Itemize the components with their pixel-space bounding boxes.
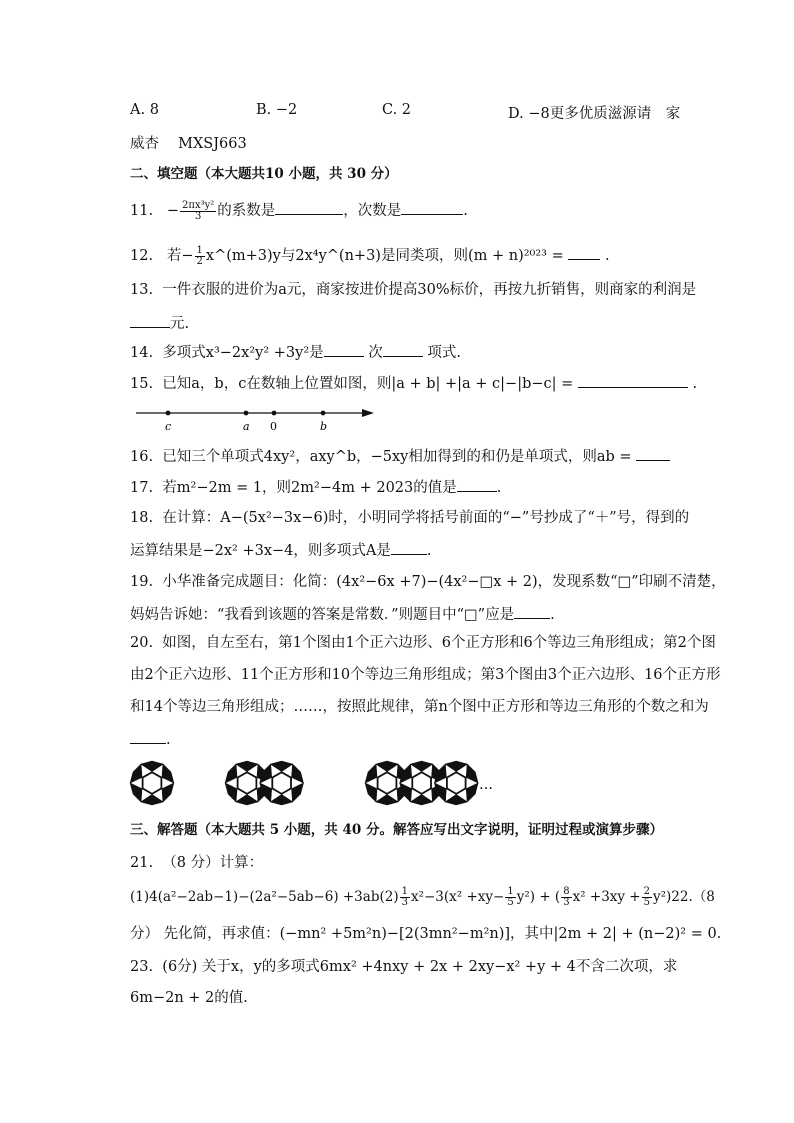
- question-text: x^(m+3)y与2x⁴y^(n+3)是同类项，则(m + n)²⁰²³ =: [205, 248, 564, 264]
- option-d: [508, 102, 680, 123]
- question-21: [130, 853, 263, 873]
- ad-text-line2: 威杏 MXSJ663: [130, 136, 247, 152]
- question-text: 元.: [170, 316, 190, 332]
- question-text: 项式.: [427, 345, 461, 361]
- answer-blank[interactable]: [457, 477, 497, 492]
- question-text: ，次数是: [343, 203, 402, 219]
- question-21-expression: [130, 887, 715, 908]
- option-c: C. 2: [382, 102, 412, 118]
- period: .: [463, 203, 468, 219]
- question-text: 已知a，b，c在数轴上位置如图，则|a + b| +|a + c|−|b−c| =: [162, 376, 574, 392]
- period: .: [166, 732, 171, 748]
- question-number: 15.: [130, 376, 154, 392]
- hexagon-unit: [259, 761, 303, 805]
- point-zero: [272, 411, 277, 416]
- fraction: [505, 887, 515, 908]
- question-20-line3: 和14个等边三角形组成；……，按照此规律，第n个图中正方形和等边三角形的个数之和为: [130, 699, 709, 715]
- denominator: 5: [643, 897, 650, 908]
- numerator: 2: [643, 886, 650, 897]
- question-19-line2: [130, 604, 555, 625]
- inner-hexagon: [273, 773, 291, 794]
- question-text: 妈妈告诉她：“我看到该题的答案是常数．”则题目中“□”应是: [130, 607, 515, 623]
- question-number: 14.: [130, 345, 154, 361]
- question-text: （8 分）计算：: [162, 855, 264, 871]
- ad-text: 更多优质滋源请 家: [549, 106, 681, 122]
- expression-5: y²)22.（8: [653, 889, 715, 905]
- answer-blank[interactable]: [636, 446, 670, 461]
- question-23-line2: 6m−2n + 2的值.: [130, 990, 248, 1006]
- inner-hexagon: [413, 773, 431, 794]
- period: .: [604, 248, 610, 264]
- fraction: [195, 246, 205, 267]
- answer-blank[interactable]: [383, 342, 423, 357]
- question-text: 如图，自左至右，第1个图由1个正六边形、6个正方形和6个等边三角形组成；第2个图: [162, 635, 716, 651]
- pattern-figures: [125, 758, 505, 808]
- question-18: [130, 508, 689, 528]
- expression-4: x² +3xy +: [572, 889, 641, 905]
- inner-hexagon: [378, 773, 396, 794]
- question-number: 11.: [130, 203, 154, 219]
- question-text: 次: [368, 345, 383, 361]
- question-text: 若−: [166, 248, 194, 264]
- expression-2: x²−3(x² +xy−: [410, 889, 505, 905]
- question-number: 17.: [130, 480, 154, 496]
- inner-hexagon: [447, 773, 465, 794]
- question-text: 多项式x³−2x²y² +3y²是: [162, 345, 324, 361]
- period: .: [550, 607, 555, 623]
- period: .: [496, 480, 502, 496]
- question-23: [130, 957, 677, 977]
- answer-blank[interactable]: [130, 313, 170, 328]
- label-c: c: [165, 420, 172, 433]
- answer-blank[interactable]: [514, 604, 550, 619]
- question-text: 已知三个单项式4xy²，axy^b，−5xy相加得到的和仍是单项式，则ab =: [162, 449, 632, 465]
- numerator: 1: [196, 244, 203, 256]
- question-text: 的系数是: [217, 203, 276, 219]
- fraction: [400, 887, 410, 908]
- hexagon-unit: [434, 761, 478, 805]
- number-line-figure: [130, 400, 380, 434]
- question-18-line2: [130, 540, 431, 561]
- section-heading-solve: 三、解答题（本大题共 5 小题，共 40 分。解答应写出文字说明，证明过程或演算步骤）: [130, 822, 663, 838]
- point-a: [244, 411, 249, 416]
- question-13: [130, 280, 696, 300]
- fraction: [180, 201, 216, 222]
- hexagon-patterns: [130, 761, 479, 805]
- numerator: 1: [401, 886, 408, 897]
- question-number: 18.: [130, 510, 154, 526]
- expression-1: (1)4(a²−2ab−1)−(2a²−5ab−6) +3ab(2): [130, 889, 399, 905]
- question-number: 20.: [130, 635, 154, 651]
- question-text: 在计算：A−(5x²−3x−6)时，小明同学将括号前面的“−”号抄成了“＋”号，得到的: [162, 510, 690, 526]
- question-number: 21.: [130, 855, 154, 871]
- question-20: [130, 633, 716, 653]
- label-b: b: [320, 420, 328, 433]
- question-number: 12.: [130, 248, 154, 264]
- question-17: [130, 477, 501, 498]
- question-text: 小华准备完成题目：化简：(4x²−6x +7)−(4x²−□x + 2)，发现系数“□”印刷不清楚，: [162, 574, 726, 590]
- period: .: [692, 376, 698, 392]
- period: .: [426, 543, 432, 559]
- hexagon-unit: [130, 761, 174, 805]
- question-14: [130, 342, 461, 363]
- question-13-line2: [130, 313, 189, 334]
- point-c: [166, 411, 171, 416]
- option-d-text: D. −8: [508, 106, 550, 122]
- answer-blank[interactable]: [275, 200, 343, 215]
- question-number: 13.: [130, 282, 154, 298]
- option-b: B. −2: [256, 102, 298, 118]
- question-11: [130, 200, 468, 222]
- option-a: A. 8: [130, 102, 159, 118]
- question-text: (6分) 关于x，y的多项式6mx² +4nxy + 2x + 2xy−x² +y + 4不含二次项，求: [162, 959, 678, 975]
- question-12: [130, 245, 610, 267]
- fraction: [642, 887, 652, 908]
- answer-blank[interactable]: [578, 373, 688, 388]
- arrow-head-icon: [362, 409, 374, 417]
- answer-blank[interactable]: [391, 540, 427, 555]
- section-heading-fill-blank: 二、填空题（本大题共10 小题，共 30 分）: [130, 166, 398, 182]
- denominator: 3: [194, 210, 202, 222]
- numerator: 8: [563, 886, 570, 897]
- denominator: 3: [563, 897, 570, 908]
- question-text: 一件衣服的进价为a元，商家按进价提高30%标价，再按九折销售，则商家的利润是: [162, 282, 697, 298]
- answer-blank[interactable]: [401, 200, 463, 215]
- inner-hexagon: [143, 773, 161, 794]
- label-zero: 0: [270, 420, 277, 433]
- question-text: 若m²−2m = 1，则2m²−4m + 2023的值是: [162, 480, 457, 496]
- answer-blank[interactable]: [324, 342, 364, 357]
- point-b: [321, 411, 326, 416]
- question-20-line4: [130, 729, 171, 750]
- denominator: 2: [196, 255, 203, 267]
- question-16: [130, 446, 670, 467]
- fraction: [561, 887, 571, 908]
- label-a: a: [243, 420, 250, 433]
- numerator: 1: [507, 886, 514, 897]
- expression-3: y²) + (: [516, 889, 561, 905]
- inner-hexagon: [238, 773, 256, 794]
- question-19: [130, 572, 726, 592]
- question-20-line2: 由2个正六边形、11个正方形和10个等边三角形组成；第3个图由3个正六边形、16个正方形: [130, 667, 721, 683]
- question-15: [130, 373, 697, 394]
- denominator: 3: [401, 897, 408, 908]
- minus-sign: −: [166, 203, 180, 219]
- question-text: 运算结果是−2x² +3x−4，则多项式A是: [130, 543, 391, 559]
- numerator: 2πx³y²: [182, 199, 215, 211]
- question-number: 16.: [130, 449, 154, 465]
- question-22: 分） 先化简，再求值：(−mn² +5m²n)−[2(3mn²−m²n)]，其中|2m + 2| + (n−2)² = 0.: [130, 926, 722, 942]
- answer-blank[interactable]: [568, 245, 600, 260]
- question-number: 19.: [130, 574, 154, 590]
- ellipsis: …: [479, 777, 493, 793]
- question-number: 23.: [130, 959, 154, 975]
- denominator: 5: [507, 897, 514, 908]
- answer-blank[interactable]: [130, 729, 166, 744]
